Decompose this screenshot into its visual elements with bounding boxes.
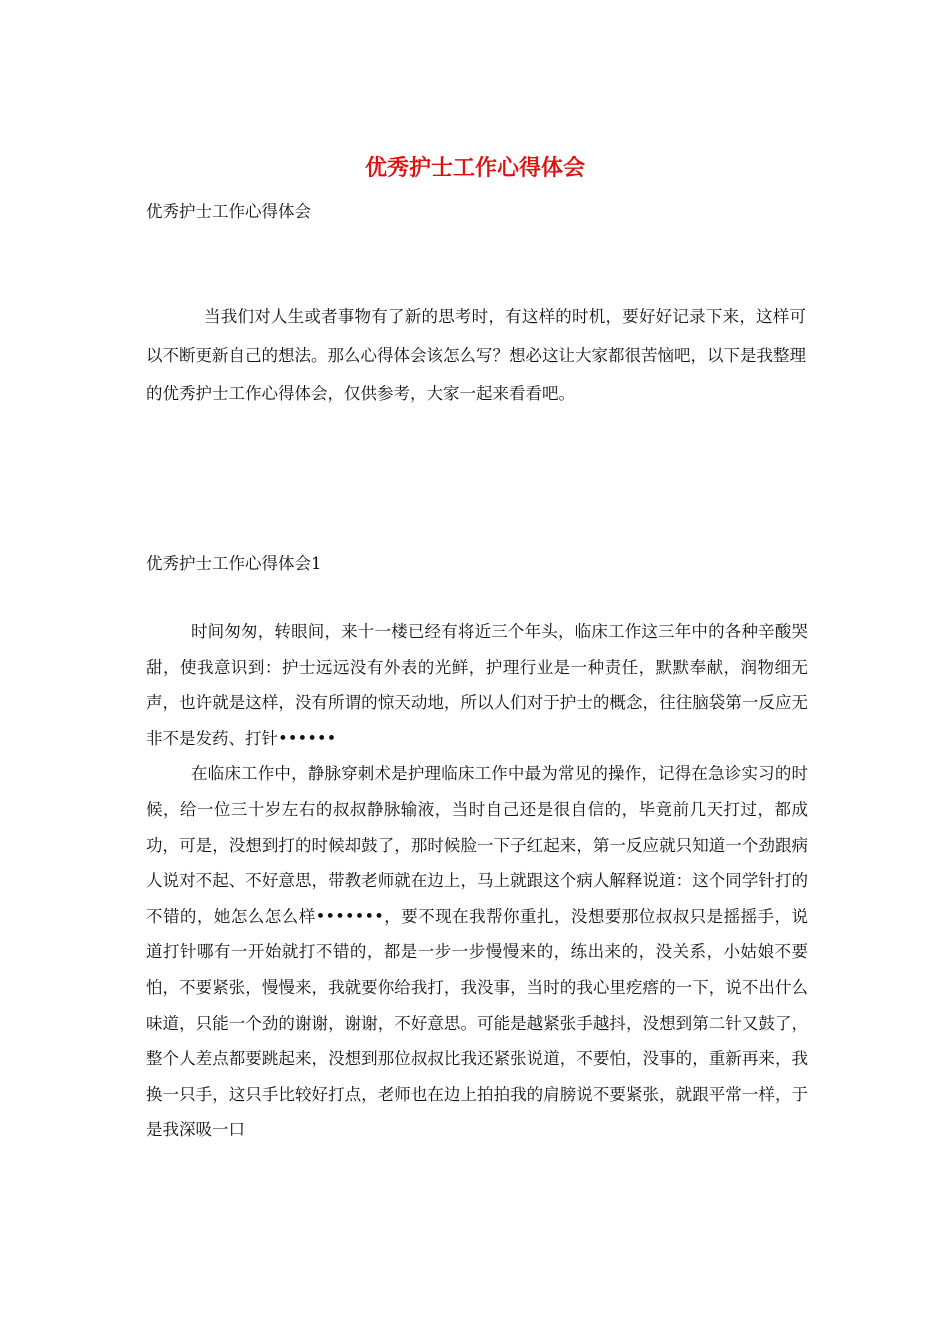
section-body: [146, 614, 808, 1148]
document-subtitle: 优秀护士工作心得体会: [146, 202, 311, 221]
intro-paragraph: 当我们对人生或者事物有了新的思考时，有这样的时机，要好好记录下来，这样可以不断更新自己的想法。那么心得体会该怎么写？想必这让大家都很苦恼吧，以下是我整理的优秀护士工作心得体会，仅供参考，大家一起来看看吧。: [146, 307, 806, 403]
body-paragraph: 时间匆匆，转眼间，来十一楼已经有将近三个年头，临床工作这三年中的各种辛酸哭甜，使我意识到：护士远远没有外表的光鲜，护理行业是一种责任，默默奉献，润物细无声，也许就是这样，没有所谓的惊天动地，所以人们对于护士的概念，往往脑袋第一反应无非不是发药、打针••••••: [146, 622, 808, 748]
body-paragraph: 在临床工作中，静脉穿刺术是护理临床工作中最为常见的操作，记得在急诊实习的时候，给一位三十岁左右的叔叔静脉输液，当时自己还是很自信的，毕竟前几天打过，都成功，可是，没想到打的时候却鼓了，那时候脸一下子红起来，第一反应就只知道一个劲跟病人说对不起、不好意思，带教老师就在边上，马上就跟这个病人解释说道：这个同学针打的不错的，她怎么怎么样•••••••，要不现在我帮你重扎，没想要那位叔叔只是摇摇手，说道打针哪有一开始就打不错的，都是一步一步慢慢来的，练出来的，没关系，小姑娘不要怕，不要紧张，慢慢来，我就要你给我打，我没事，当时的我心里疙瘩的一下，说不出什么味道，只能一个劲的谢谢，谢谢，不好意思。可能是越紧张手越抖，没想到第二针又鼓了，整个人差点都要跳起来，没想到那位叔叔比我还紧张说道，不要怕，没事的，重新再来，我换一只手，这只手比较好打点，老师也在边上拍拍我的肩膀说不要紧张，就跟平常一样，于是我深吸一口: [146, 764, 808, 1140]
section-heading: 优秀护士工作心得体会1: [146, 554, 322, 573]
document-title: 优秀护士工作心得体会: [364, 155, 585, 181]
